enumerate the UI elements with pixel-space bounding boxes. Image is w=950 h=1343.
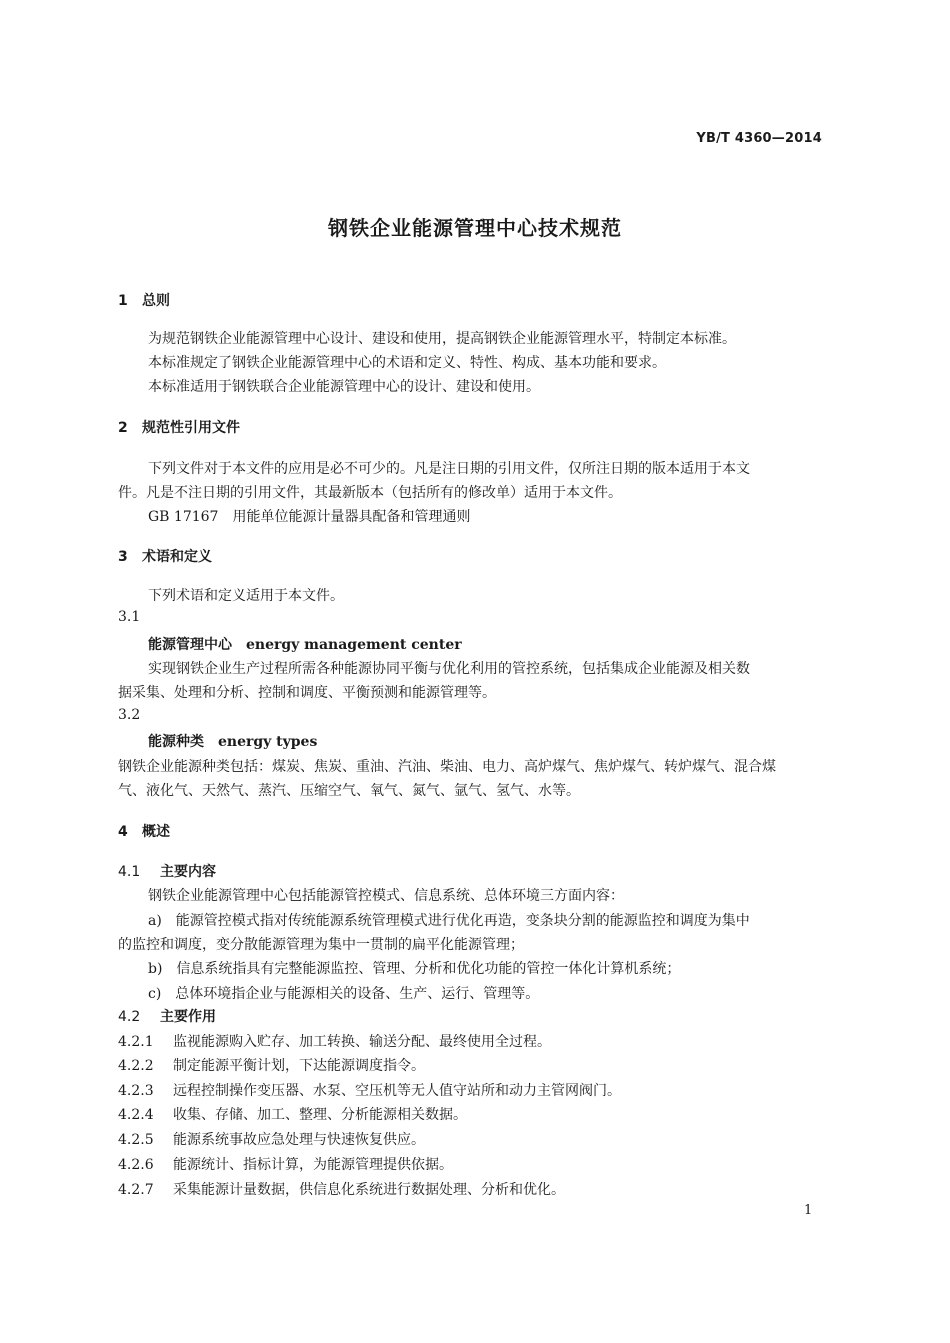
paragraph: 本标准规定了钢铁企业能源管理中心的术语和定义、特性、构成、基本功能和要求。 [148,355,666,371]
section-number: 2 [118,420,128,436]
clause-item [118,1031,551,1051]
list-item-continued: 的监控和调度，变分散能源管理为集中一贯制的扁平化能源管理； [118,937,524,953]
clause-text: 能源统计、指标计算，为能源管理提供依据。 [173,1157,453,1173]
paragraph: 为规范钢铁企业能源管理中心设计、建设和使用，提高钢铁企业能源管理水平，特制定本标准。 [148,331,736,347]
term-definition: 据采集、处理和分析、控制和调度、平衡预测和能源管理等。 [118,685,496,701]
subsection-number: 4.1 [118,864,141,880]
clause-text: 采集能源计量数据，供信息化系统进行数据处理、分析和优化。 [173,1182,565,1198]
section-3-heading [118,546,212,566]
section-number: 4 [118,824,128,840]
clause-number: 4.2.4 [118,1107,154,1123]
subsection-title: 主要作用 [160,1009,216,1025]
clause-item [118,1055,425,1075]
clause-item [118,1154,453,1174]
clause-item [118,1104,467,1124]
section-2-heading [118,417,240,437]
term-heading [148,634,462,654]
clause-item [118,1179,565,1199]
term-en: energy types [218,734,318,750]
subsection-4-1-heading [118,861,216,881]
clause-text: 能源系统事故应急处理与快速恢复供应。 [173,1132,425,1148]
clause-number: 4.2.7 [118,1182,154,1198]
term-en: energy management center [246,637,462,653]
paragraph: 件。凡是不注日期的引用文件，其最新版本（包括所有的修改单）适用于本文件。 [118,485,622,501]
subsection-title: 主要内容 [160,864,216,880]
paragraph: 下列文件对于本文件的应用是必不可少的。凡是注日期的引用文件，仅所注日期的版本适用于本文 [148,461,750,477]
subsection-number: 4.2 [118,1009,141,1025]
clause-item [118,1080,621,1100]
clause-number: 4.2.6 [118,1157,154,1173]
list-item: b) 信息系统指具有完整能源监控、管理、分析和优化功能的管控一体化计算机系统； [148,961,681,977]
section-4-heading [118,821,170,841]
clause-item [118,1129,425,1149]
section-number: 1 [118,293,128,309]
term-definition: 实现钢铁企业生产过程所需各种能源协同平衡与优化利用的管控系统，包括集成企业能源及相关数 [148,661,750,677]
standard-code: YB/T 4360—2014 [696,131,822,146]
term-zh: 能源管理中心 [148,637,232,653]
paragraph: 钢铁企业能源管理中心包括能源管控模式、信息系统、总体环境三方面内容： [148,888,624,904]
subsection-4-2-heading [118,1006,216,1026]
section-1-heading [118,290,170,310]
section-title: 术语和定义 [142,549,212,565]
term-number: 3.2 [118,707,141,723]
term-definition: 钢铁企业能源种类包括：煤炭、焦炭、重油、汽油、柴油、电力、高炉煤气、焦炉煤气、转炉煤气、混合煤 [118,759,776,775]
clause-text: 收集、存储、加工、整理、分析能源相关数据。 [173,1107,467,1123]
clause-text: 制定能源平衡计划，下达能源调度指令。 [173,1058,425,1074]
document-title: 钢铁企业能源管理中心技术规范 [328,216,622,240]
clause-number: 4.2.5 [118,1132,154,1148]
section-title: 规范性引用文件 [142,420,240,436]
section-number: 3 [118,549,128,565]
clause-number: 4.2.1 [118,1034,154,1050]
list-item: c) 总体环境指企业与能源相关的设备、生产、运行、管理等。 [148,986,540,1002]
term-definition: 气、液化气、天然气、蒸汽、压缩空气、氧气、氮气、氩气、氢气、水等。 [118,783,580,799]
term-zh: 能源种类 [148,734,204,750]
term-heading [148,731,317,751]
clause-number: 4.2.3 [118,1083,154,1099]
term-number: 3.1 [118,609,141,625]
paragraph: 本标准适用于钢铁联合企业能源管理中心的设计、建设和使用。 [148,379,540,395]
clause-text: 远程控制操作变压器、水泵、空压机等无人值守站所和动力主管网阀门。 [173,1083,621,1099]
list-item: a) 能源管控模式指对传统能源系统管理模式进行优化再造，变条块分割的能源监控和调度为集中 [148,913,750,929]
normative-reference: GB 17167 用能单位能源计量器具配备和管理通则 [148,509,471,525]
paragraph: 下列术语和定义适用于本文件。 [148,588,344,604]
clause-text: 监视能源购入贮存、加工转换、输送分配、最终使用全过程。 [173,1034,551,1050]
section-title: 概述 [142,824,170,840]
page-number: 1 [804,1203,813,1218]
clause-number: 4.2.2 [118,1058,154,1074]
section-title: 总则 [142,293,170,309]
